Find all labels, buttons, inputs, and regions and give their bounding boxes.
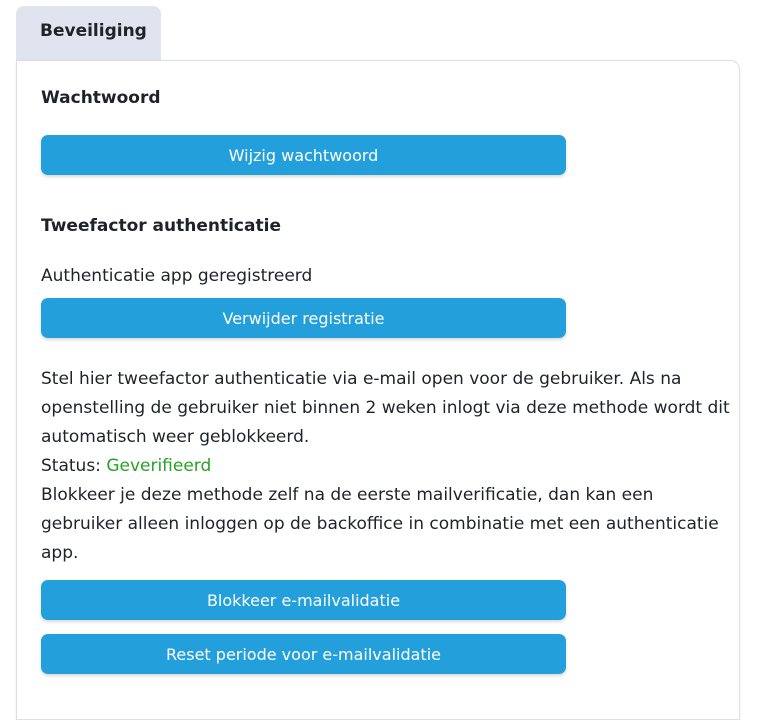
status-value: Geverifieerd — [106, 456, 212, 476]
tab-label: Beveiliging — [40, 21, 147, 41]
password-heading: Wachtwoord — [41, 88, 161, 108]
email-2fa-info-text: Stel hier tweefactor authenticatie via e-mail open voor de gebruiker. Als na openstelling de gebruiker niet binnen 2 weken inlogt via deze methode wordt dit automatisch weer geblokkeerd. — [41, 369, 730, 447]
email-2fa-status — [41, 452, 731, 481]
two-factor-heading: Tweefactor authenticatie — [41, 216, 281, 236]
status-label: Status: — [41, 456, 107, 476]
reset-email-validation-period-button[interactable]: Reset periode voor e-mailvalidatie — [41, 634, 566, 674]
app-registered-status: Authenticatie app geregistreerd — [41, 266, 313, 286]
email-2fa-description — [41, 365, 731, 568]
remove-registration-button[interactable]: Verwijder registratie — [41, 298, 566, 338]
change-password-button[interactable]: Wijzig wachtwoord — [41, 135, 566, 175]
tab-beveiliging[interactable] — [16, 6, 161, 61]
block-method-info-text: Blokkeer je deze methode zelf na de eerste mailverificatie, dan kan een gebruiker alleen inloggen op de backoffice in combinatie met een authenticatie app. — [41, 485, 719, 563]
block-email-validation-button[interactable]: Blokkeer e-mailvalidatie — [41, 580, 566, 620]
